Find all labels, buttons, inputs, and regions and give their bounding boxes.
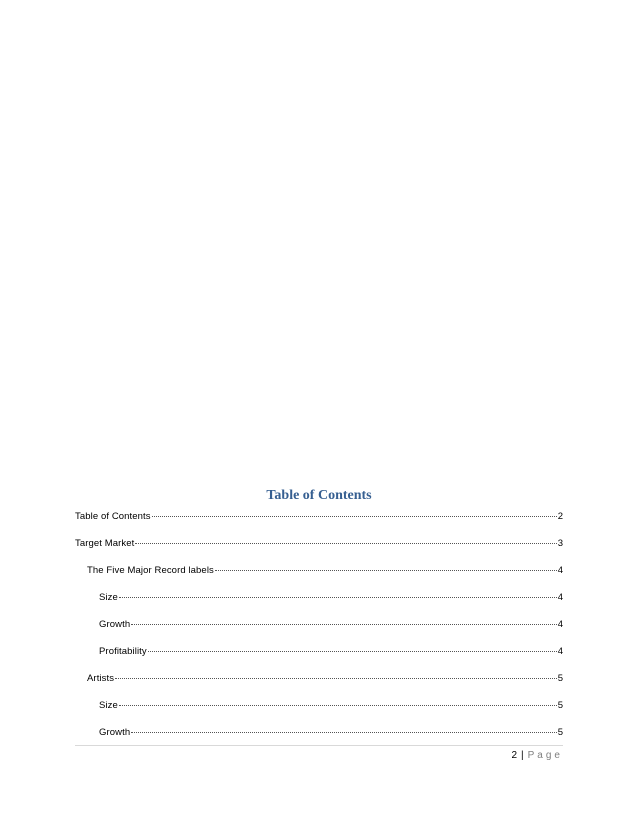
- toc-entry-page: 5: [557, 700, 563, 711]
- dot-leader: [119, 597, 557, 598]
- footer-divider: [75, 745, 563, 746]
- toc-entry-label: Growth: [99, 619, 131, 630]
- toc-title: Table of Contents: [266, 488, 372, 503]
- toc-entry-artists[interactable]: [87, 673, 563, 685]
- toc-entry-page: 5: [557, 727, 563, 738]
- toc-entry-page: 3: [557, 538, 563, 549]
- toc-entry-table-of-contents[interactable]: [75, 511, 563, 523]
- dot-leader: [215, 570, 557, 571]
- dot-leader: [119, 705, 557, 706]
- toc-entry-target-market[interactable]: [75, 538, 563, 550]
- toc-entry-page: 4: [557, 592, 563, 603]
- dot-leader: [148, 651, 557, 652]
- page-word: Page: [527, 750, 563, 761]
- toc-entry-page: 4: [557, 565, 563, 576]
- toc-entry-page: 4: [557, 619, 563, 630]
- dot-leader: [131, 732, 556, 733]
- toc-entry-profitability[interactable]: [99, 646, 563, 658]
- page-number: 2: [511, 750, 518, 761]
- toc-entry-label: Growth: [99, 727, 131, 738]
- toc-entry-size[interactable]: [99, 592, 563, 604]
- toc-entry-growth[interactable]: [99, 619, 563, 631]
- dot-leader: [135, 543, 556, 544]
- footer-separator: |: [521, 750, 524, 761]
- toc-entry-label: Size: [99, 592, 118, 603]
- toc-entry-page: 4: [557, 646, 563, 657]
- toc-entry-label: Profitability: [99, 646, 147, 657]
- toc-entry-artists-size[interactable]: [99, 700, 563, 712]
- toc-entry-artists-growth[interactable]: [99, 727, 563, 739]
- toc-entry-page: 2: [557, 511, 563, 522]
- toc-entry-page: 5: [557, 673, 563, 684]
- toc-entry-five-major-record-labels[interactable]: [87, 565, 563, 577]
- toc-entry-label: The Five Major Record labels: [87, 565, 214, 576]
- page-footer: [511, 750, 563, 761]
- dot-leader: [115, 678, 557, 679]
- dot-leader: [131, 624, 556, 625]
- dot-leader: [152, 516, 557, 517]
- toc-entry-label: Artists: [87, 673, 115, 684]
- toc-entry-label: Table of Contents: [75, 511, 151, 522]
- toc-entry-label: Target Market: [75, 538, 135, 549]
- toc-entry-label: Size: [99, 700, 118, 711]
